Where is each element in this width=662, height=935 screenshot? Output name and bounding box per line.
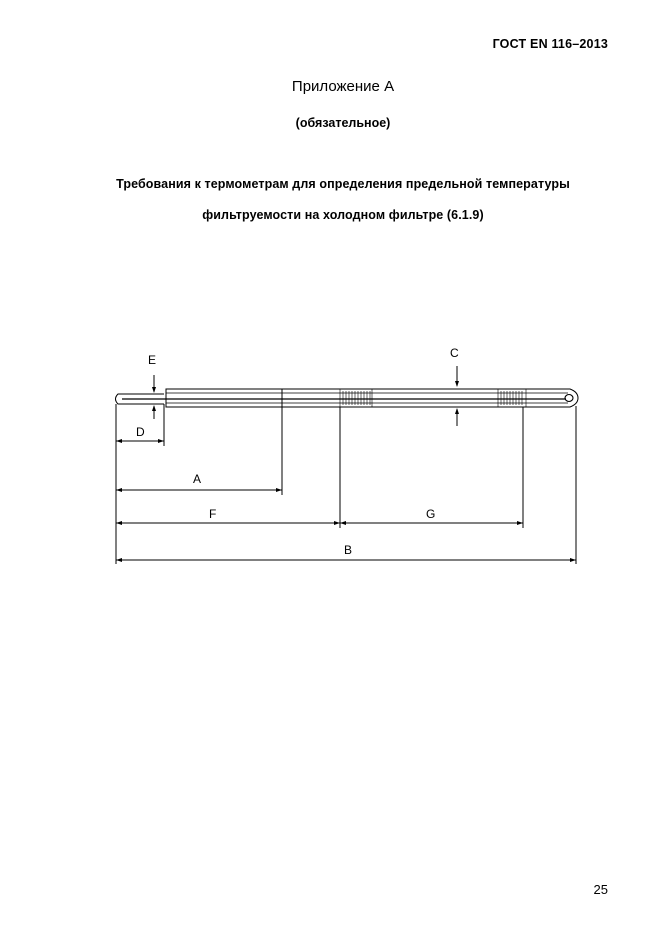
scale-section-1 [340, 389, 372, 407]
annex-status: (обязательное) [295, 116, 391, 130]
scale-section-2 [498, 389, 526, 407]
label-c: C [450, 346, 459, 360]
thermometer-ring [565, 395, 573, 402]
page-number: 25 [593, 882, 608, 897]
annex-title: Приложение А [291, 78, 395, 95]
label-b: B [344, 543, 353, 557]
standard-code: ГОСТ EN 116–2013 [492, 37, 608, 51]
requirements-title-line1: Требования к термометрам для определения предельной температуры [116, 177, 570, 191]
requirements-title-line2: фильтруемости на холодном фильтре (6.1.9) [202, 208, 484, 222]
label-d: D [136, 425, 145, 439]
label-g: G [426, 507, 436, 521]
arrowheads [116, 381, 576, 562]
label-a: A [193, 472, 202, 486]
label-e: E [148, 353, 157, 367]
label-f: F [209, 507, 217, 521]
thermometer-drawing [0, 330, 662, 590]
